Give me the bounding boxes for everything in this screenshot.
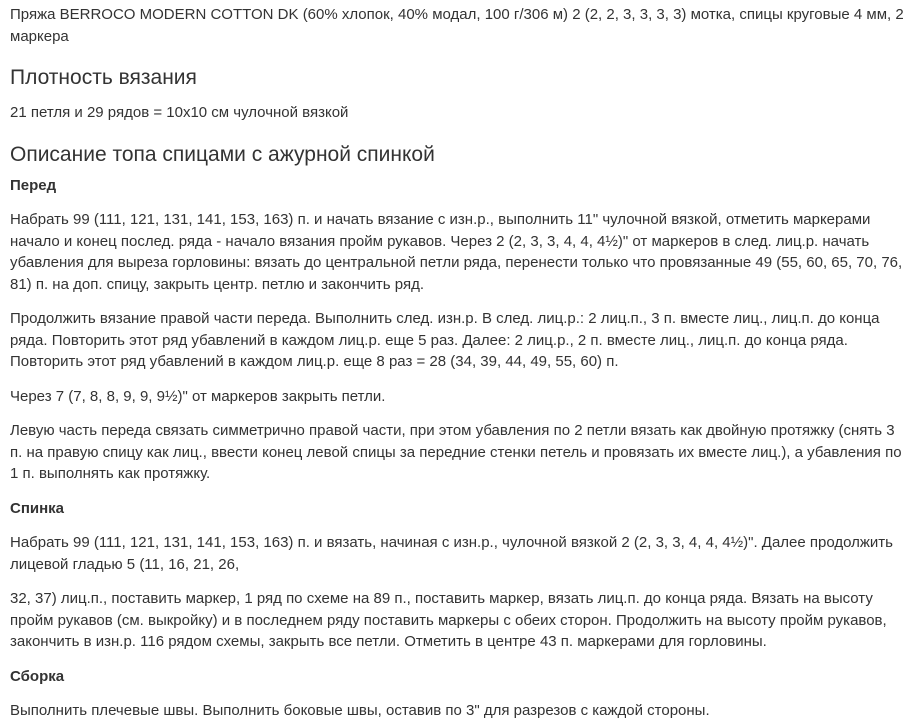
yarn-materials-text: Пряжа BERROCO MODERN COTTON DK (60% хлопок, 40% модал, 100 г/306 м) 2 (2, 2, 3, 3, 3, 3) мотка, спицы круговые 4 мм, 2 маркера [10, 6, 904, 45]
density-text: 21 петля и 29 рядов = 10х10 см чулочной вязкой [10, 104, 349, 121]
front-subheading: Перед [10, 176, 57, 194]
assembly-subheading: Сборка [10, 667, 65, 685]
density-heading: Плотность вязания [10, 66, 197, 89]
back-paragraph-1: Набрать 99 (111, 121, 131, 141, 153, 163) п. и вязать, начиная с изн.р., чулочной вязкой 2 (2, 3, 3, 4, 4, 4½)". Далее продолжить лицевой гладью 5 (11, 16, 21, 26, [10, 534, 893, 573]
front-paragraph-4: Левую часть переда связать симметрично правой части, при этом убавления по 2 петли вязать как двойную протяжку (снять 3 п. на правую спицу как лиц., ввести конец левой спицы за передние стенки петель и провязать их вместе лиц.), а убавления по 1 п. выполнять как протяжку. [10, 422, 902, 482]
front-paragraph-1: Набрать 99 (111, 121, 131, 141, 153, 163) п. и начать вязание с изн.р., выполнить 11" чулочной вязкой, отметить маркерами начало и конец послед. ряда - начало вязания пройм рукавов. Через 2 (2, 3, 3, 4, 4, 4½)" от маркеров в след. лиц.р. начать убавления для выреза горловины: вязать до центральной петли ряда, перенести только что провязанные 49 (55, 60, 65, 70, 76, 81) п. на доп. спицу, закрыть центр. петлю и закончить ряд. [10, 211, 903, 293]
front-paragraph-3: Через 7 (7, 8, 8, 9, 9, 9½)" от маркеров закрыть петли. [10, 387, 386, 405]
description-heading: Описание топа спицами с ажурной спинкой [10, 142, 435, 166]
assembly-paragraph-1: Выполнить плечевые швы. Выполнить боковые швы, оставив по 3" для разрезов с каждой стороны. [10, 702, 710, 719]
back-paragraph-2: 32, 37) лиц.п., поставить маркер, 1 ряд по схеме на 89 п., поставить маркер, вязать лиц.п. до конца ряда. Вязать на высоту пройм рукавов (см. выкройку) и в последнем ряду поставить маркеры с обеих сторон. Продолжить на высоту пройм рукавов, закончить в изн.р. 116 рядом схемы, закрыть все петли. Отметить в центре 43 п. маркерами для горловины. [10, 590, 887, 650]
back-subheading: Спинка [10, 499, 65, 517]
front-paragraph-2: Продолжить вязание правой части переда. Выполнить след. изн.р. В след. лиц.р.: 2 лиц.п., 3 п. вместе лиц., лиц.п. до конца ряда. Повторить этот ряд убавлений в каждом лиц.р. еще 5 раз. Далее: 2 лиц.р., 2 п. вместе лиц., лиц.п. до конца ряда. Повторить этот ряд убавлений в каждом лиц.р. еще 8 раз = 28 (34, 39, 44, 49, 55, 60) п. [10, 310, 880, 370]
